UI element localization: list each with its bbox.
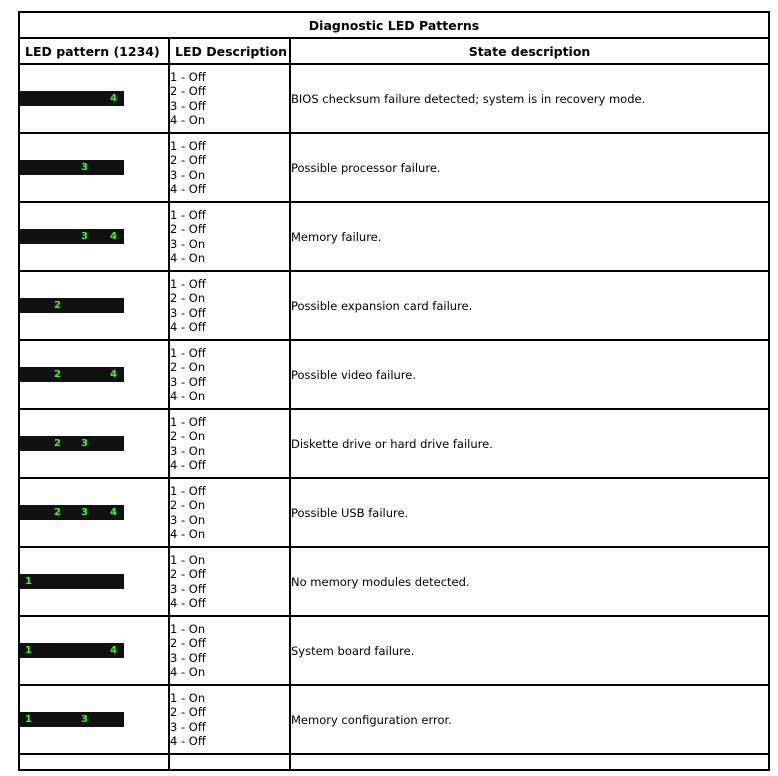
led-description-cell	[169, 340, 290, 409]
led-bar	[20, 367, 124, 382]
led-digit-1: 1	[25, 645, 32, 656]
led-state-line: 4 - On	[170, 251, 206, 265]
state-description-cell: Possible expansion card failure.	[290, 271, 769, 340]
led-state-line: 1 - Off	[170, 69, 206, 84]
state-description-cell: No memory modules detected.	[290, 547, 769, 616]
led-state-line: 3 - Off	[170, 305, 206, 320]
led-description-cell	[169, 616, 290, 685]
led-state-line: 4 - On	[170, 665, 206, 679]
led-state-line: 2 - Off	[170, 636, 206, 650]
table-row	[19, 685, 769, 754]
led-digit-4: 4	[110, 507, 117, 518]
led-state-line: 2 - Off	[170, 222, 206, 236]
led-state-line: 4 - Off	[170, 320, 206, 334]
led-digit-3: 3	[81, 162, 88, 173]
led-state-line: 2 - Off	[170, 705, 206, 719]
led-state-line: 4 - Off	[170, 734, 206, 748]
led-state-line: 3 - On	[170, 236, 206, 251]
table-row	[19, 340, 769, 409]
led-digit-4: 4	[110, 93, 117, 104]
led-pattern-cell	[19, 271, 169, 340]
table-row	[19, 616, 769, 685]
table-row	[19, 547, 769, 616]
led-state-line: 2 - Off	[170, 153, 206, 167]
empty-cell	[169, 754, 290, 770]
led-state-line: 4 - Off	[170, 458, 206, 472]
led-description-cell	[169, 685, 290, 754]
led-digit-1: 1	[25, 714, 32, 725]
led-digit-2: 2	[54, 300, 61, 311]
led-digit-1: 1	[25, 576, 32, 587]
state-description-cell: Possible video failure.	[290, 340, 769, 409]
led-pattern-cell	[19, 64, 169, 133]
led-state-line: 1 - Off	[170, 276, 206, 291]
table-row	[19, 271, 769, 340]
led-digit-2: 2	[54, 438, 61, 449]
led-description-cell	[169, 409, 290, 478]
table-title: Diagnostic LED Patterns	[19, 12, 769, 38]
state-description-cell: Possible USB failure.	[290, 478, 769, 547]
led-state-line: 4 - On	[170, 527, 206, 541]
state-description-cell: BIOS checksum failure detected; system is in recovery mode.	[290, 64, 769, 133]
led-state-line: 2 - Off	[170, 84, 206, 98]
header-led-description: LED Description	[169, 38, 290, 64]
led-description-cell	[169, 202, 290, 271]
led-state-line: 3 - Off	[170, 719, 206, 734]
led-digit-2: 2	[54, 507, 61, 518]
led-bar	[20, 643, 124, 658]
led-state-line: 1 - Off	[170, 138, 206, 153]
led-bar	[20, 298, 124, 313]
led-bar	[20, 436, 124, 451]
led-state-line: 1 - On	[170, 690, 206, 705]
table-row-partial	[19, 754, 769, 770]
led-bar	[20, 160, 124, 175]
empty-cell	[290, 754, 769, 770]
led-state-line: 3 - On	[170, 167, 206, 182]
led-pattern-cell	[19, 685, 169, 754]
led-description-cell	[169, 271, 290, 340]
led-description-cell	[169, 478, 290, 547]
state-description-cell: Possible processor failure.	[290, 133, 769, 202]
led-digit-4: 4	[110, 231, 117, 242]
led-pattern-cell	[19, 133, 169, 202]
led-state-line: 2 - On	[170, 360, 206, 374]
empty-cell	[19, 754, 169, 770]
table-row	[19, 409, 769, 478]
led-description-cell	[169, 547, 290, 616]
led-state-line: 2 - On	[170, 498, 206, 512]
led-state-line: 3 - Off	[170, 650, 206, 665]
led-state-line: 3 - On	[170, 512, 206, 527]
led-digit-3: 3	[81, 507, 88, 518]
led-digit-2: 2	[54, 369, 61, 380]
table-row	[19, 202, 769, 271]
led-state-line: 1 - Off	[170, 414, 206, 429]
led-pattern-cell	[19, 202, 169, 271]
led-state-line: 4 - Off	[170, 596, 206, 610]
led-state-line: 3 - Off	[170, 374, 206, 389]
led-digit-3: 3	[81, 438, 88, 449]
table-row	[19, 64, 769, 133]
table-body	[19, 64, 769, 770]
led-state-line: 2 - On	[170, 291, 206, 305]
led-digit-3: 3	[81, 231, 88, 242]
state-description-cell: Memory configuration error.	[290, 685, 769, 754]
led-pattern-cell	[19, 409, 169, 478]
led-pattern-cell	[19, 547, 169, 616]
led-digit-4: 4	[110, 369, 117, 380]
led-pattern-cell	[19, 616, 169, 685]
header-led-pattern: LED pattern (1234)	[19, 38, 169, 64]
led-state-line: 2 - On	[170, 429, 206, 443]
led-description-cell	[169, 64, 290, 133]
led-bar	[20, 229, 124, 244]
led-state-line: 1 - On	[170, 552, 206, 567]
led-state-line: 1 - On	[170, 621, 206, 636]
led-state-line: 1 - Off	[170, 483, 206, 498]
led-pattern-cell	[19, 340, 169, 409]
header-state-description: State description	[290, 38, 769, 64]
led-state-line: 4 - On	[170, 113, 206, 127]
led-state-line: 2 - Off	[170, 567, 206, 581]
led-state-line: 3 - Off	[170, 581, 206, 596]
state-description-cell: System board failure.	[290, 616, 769, 685]
led-state-line: 3 - On	[170, 443, 206, 458]
diagnostic-led-table	[18, 11, 770, 771]
led-digit-4: 4	[110, 645, 117, 656]
led-state-line: 1 - Off	[170, 207, 206, 222]
led-bar	[20, 91, 124, 106]
led-state-line: 1 - Off	[170, 345, 206, 360]
led-state-line: 4 - Off	[170, 182, 206, 196]
led-bar	[20, 505, 124, 520]
led-digit-3: 3	[81, 714, 88, 725]
led-state-line: 3 - Off	[170, 98, 206, 113]
led-description-cell	[169, 133, 290, 202]
state-description-cell: Diskette drive or hard drive failure.	[290, 409, 769, 478]
table-row	[19, 133, 769, 202]
led-pattern-cell	[19, 478, 169, 547]
led-bar	[20, 574, 124, 589]
table-row	[19, 478, 769, 547]
led-bar	[20, 712, 124, 727]
led-state-line: 4 - On	[170, 389, 206, 403]
state-description-cell: Memory failure.	[290, 202, 769, 271]
